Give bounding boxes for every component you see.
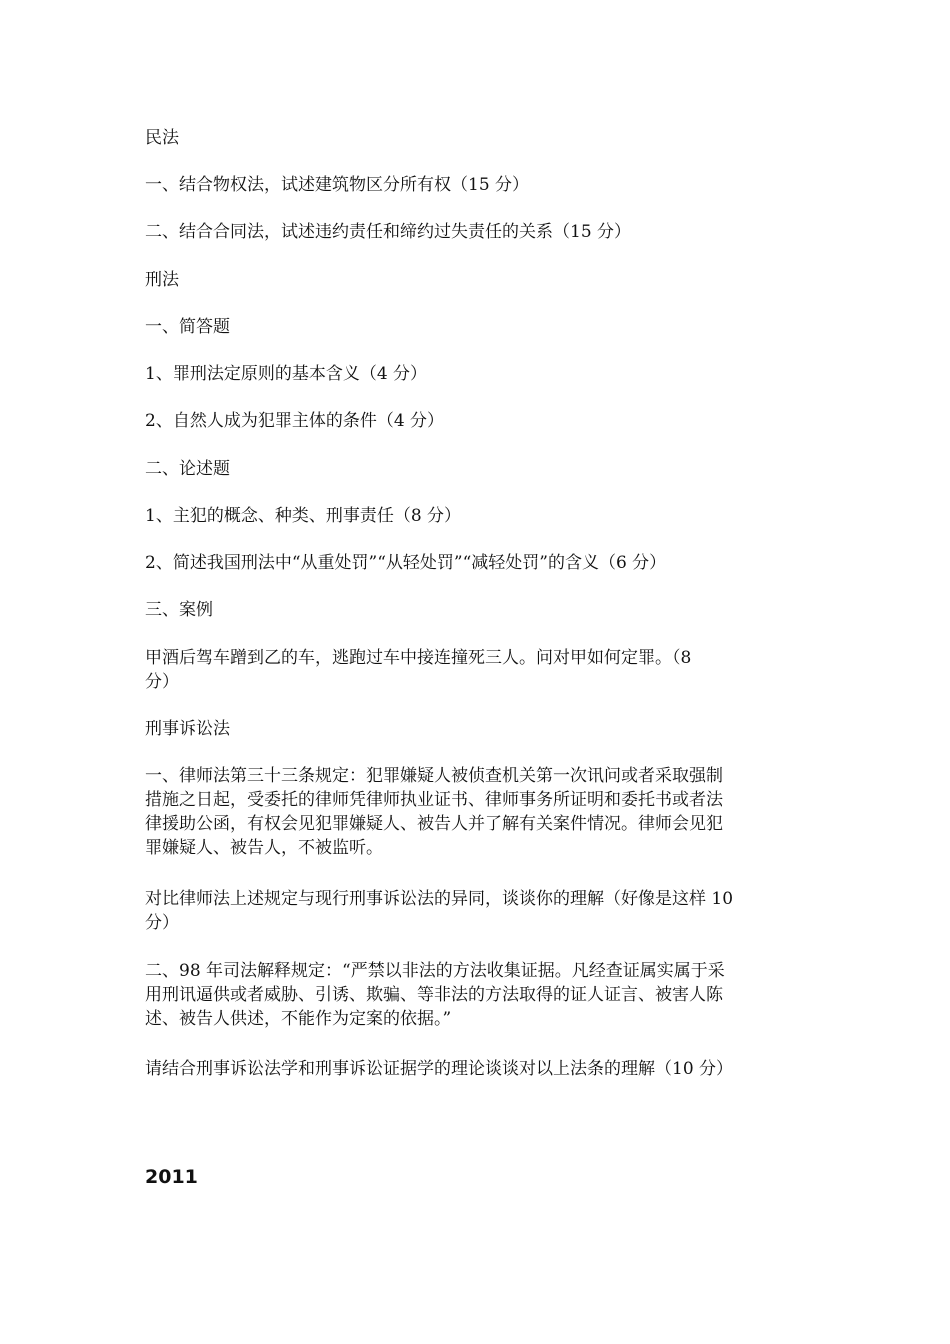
- procedure-q2-line-2: 用刑讯逼供或者威胁、引诱、欺骗、等非法的方法取得的证人证言、被害人陈: [145, 985, 723, 1005]
- short-answer-2: 2、自然人成为犯罪主体的条件（4 分）: [145, 411, 445, 431]
- subheading-case: 三、案例: [145, 600, 213, 620]
- civil-question-1: 一、结合物权法，试述建筑物区分所有权（15 分）: [145, 175, 530, 195]
- procedure-q1-task-line-2: 分）: [145, 913, 179, 933]
- case-line-1: 甲酒后驾车蹭到乙的车，逃跑过车中接连撞死三人。问对甲如何定罪。（8: [145, 648, 692, 668]
- section-heading-criminal-law: 刑法: [145, 270, 179, 290]
- essay-question-1: 1、主犯的概念、种类、刑事责任（8 分）: [145, 506, 462, 526]
- case-line-2: 分）: [145, 672, 179, 692]
- procedure-question-1: [145, 764, 805, 860]
- procedure-q1-task-line-1: 对比律师法上述规定与现行刑事诉讼法的异同，谈谈你的理解（好像是这样 10: [145, 889, 734, 909]
- section-heading-criminal-procedure: 刑事诉讼法: [145, 719, 230, 739]
- section-heading-civil-law: 民法: [145, 128, 179, 148]
- short-answer-1: 1、罪刑法定原则的基本含义（4 分）: [145, 364, 428, 384]
- essay-question-2: 2、简述我国刑法中“从重处罚”“从轻处罚”“减轻处罚”的含义（6 分）: [145, 553, 667, 573]
- procedure-q2-line-3: 述、被告人供述，不能作为定案的依据。”: [145, 1009, 452, 1029]
- procedure-q1-line-4: 罪嫌疑人、被告人，不被监听。: [145, 838, 383, 858]
- procedure-question-2-task: 请结合刑事诉讼法学和刑事诉讼证据学的理论谈谈对以上法条的理解（10 分）: [145, 1059, 734, 1079]
- procedure-q2-line-1: 二、98 年司法解释规定：“严禁以非法的方法收集证据。凡经查证属实属于采: [145, 961, 725, 981]
- civil-question-2: 二、结合合同法，试述违约责任和缔约过失责任的关系（15 分）: [145, 222, 632, 242]
- subheading-essay: 二、论述题: [145, 459, 230, 479]
- procedure-q1-line-3: 律援助公函，有权会见犯罪嫌疑人、被告人并了解有关案件情况。律师会见犯: [145, 814, 723, 834]
- case-question: [145, 646, 805, 694]
- procedure-q1-line-2: 措施之日起，受委托的律师凭律师执业证书、律师事务所证明和委托书或者法: [145, 790, 723, 810]
- year-heading: 2011: [145, 1166, 198, 1188]
- subheading-short-answer: 一、简答题: [145, 317, 230, 337]
- procedure-q1-line-1: 一、律师法第三十三条规定：犯罪嫌疑人被侦查机关第一次讯问或者采取强制: [145, 766, 723, 786]
- procedure-question-1-task: [145, 887, 805, 935]
- procedure-question-2: [145, 959, 805, 1031]
